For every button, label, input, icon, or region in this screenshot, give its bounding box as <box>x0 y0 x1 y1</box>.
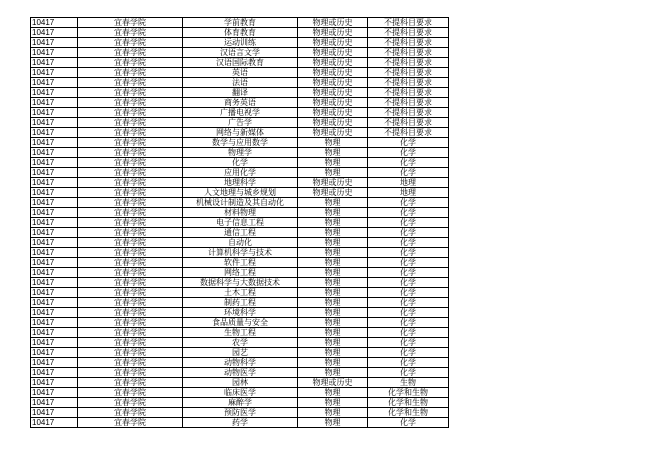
major-cell[interactable]: 网络工程 <box>183 268 298 278</box>
table-row[interactable] <box>31 288 449 298</box>
table-row[interactable] <box>31 138 449 148</box>
school-name-cell[interactable]: 宜春学院 <box>78 128 183 138</box>
major-cell[interactable]: 学前教育 <box>183 18 298 28</box>
school-code-cell[interactable]: 10417 <box>31 98 78 108</box>
major-cell[interactable]: 材料物理 <box>183 208 298 218</box>
first-subject-cell[interactable]: 物理 <box>298 328 368 338</box>
school-code-cell[interactable]: 10417 <box>31 58 78 68</box>
first-subject-cell[interactable]: 物理或历史 <box>298 78 368 88</box>
school-name-cell[interactable]: 宜春学院 <box>78 78 183 88</box>
table-row[interactable] <box>31 108 449 118</box>
school-name-cell[interactable]: 宜春学院 <box>78 278 183 288</box>
school-code-cell[interactable]: 10417 <box>31 328 78 338</box>
school-code-cell[interactable]: 10417 <box>31 348 78 358</box>
subject-requirement-cell[interactable]: 化学 <box>368 208 449 218</box>
major-cell[interactable]: 园林 <box>183 378 298 388</box>
school-code-cell[interactable]: 10417 <box>31 128 78 138</box>
school-code-cell[interactable]: 10417 <box>31 38 78 48</box>
school-name-cell[interactable]: 宜春学院 <box>78 88 183 98</box>
table-row[interactable] <box>31 308 449 318</box>
subject-requirement-cell[interactable]: 化学 <box>368 318 449 328</box>
first-subject-cell[interactable]: 物理 <box>298 168 368 178</box>
subject-requirement-cell[interactable]: 不提科目要求 <box>368 98 449 108</box>
subject-requirement-cell[interactable]: 化学 <box>368 168 449 178</box>
subject-requirement-cell[interactable]: 不提科目要求 <box>368 128 449 138</box>
subject-requirement-cell[interactable]: 化学 <box>368 338 449 348</box>
school-code-cell[interactable]: 10417 <box>31 398 78 408</box>
school-name-cell[interactable]: 宜春学院 <box>78 308 183 318</box>
first-subject-cell[interactable]: 物理 <box>298 398 368 408</box>
subject-requirement-cell[interactable]: 化学和生物 <box>368 408 449 418</box>
school-name-cell[interactable]: 宜春学院 <box>78 238 183 248</box>
table-row[interactable] <box>31 148 449 158</box>
table-row[interactable] <box>31 168 449 178</box>
school-name-cell[interactable]: 宜春学院 <box>78 158 183 168</box>
school-name-cell[interactable]: 宜春学院 <box>78 148 183 158</box>
school-code-cell[interactable]: 10417 <box>31 278 78 288</box>
subject-requirement-cell[interactable]: 化学 <box>368 138 449 148</box>
school-code-cell[interactable]: 10417 <box>31 118 78 128</box>
table-body <box>31 18 449 428</box>
school-name-cell[interactable]: 宜春学院 <box>78 118 183 128</box>
major-cell[interactable]: 体育教育 <box>183 28 298 38</box>
major-cell[interactable]: 英语 <box>183 68 298 78</box>
school-name-cell[interactable]: 宜春学院 <box>78 108 183 118</box>
major-cell[interactable]: 生物工程 <box>183 328 298 338</box>
first-subject-cell[interactable]: 物理 <box>298 368 368 378</box>
subject-requirement-cell[interactable]: 化学 <box>368 298 449 308</box>
school-name-cell[interactable]: 宜春学院 <box>78 418 183 428</box>
school-code-cell[interactable]: 10417 <box>31 168 78 178</box>
first-subject-cell[interactable]: 物理 <box>298 208 368 218</box>
major-cell[interactable]: 应用化学 <box>183 168 298 178</box>
school-code-cell[interactable]: 10417 <box>31 158 78 168</box>
subject-requirement-cell[interactable]: 化学和生物 <box>368 388 449 398</box>
table-row[interactable] <box>31 78 449 88</box>
first-subject-cell[interactable]: 物理或历史 <box>298 108 368 118</box>
table-row[interactable] <box>31 238 449 248</box>
major-cell[interactable]: 土木工程 <box>183 288 298 298</box>
school-code-cell[interactable]: 10417 <box>31 338 78 348</box>
school-code-cell[interactable]: 10417 <box>31 288 78 298</box>
school-code-cell[interactable]: 10417 <box>31 108 78 118</box>
school-code-cell[interactable]: 10417 <box>31 418 78 428</box>
school-code-cell[interactable]: 10417 <box>31 238 78 248</box>
school-name-cell[interactable]: 宜春学院 <box>78 328 183 338</box>
school-code-cell[interactable]: 10417 <box>31 208 78 218</box>
subject-requirement-cell[interactable]: 化学 <box>368 238 449 248</box>
school-code-cell[interactable]: 10417 <box>31 258 78 268</box>
major-cell[interactable]: 法语 <box>183 78 298 88</box>
table-row[interactable] <box>31 188 449 198</box>
school-name-cell[interactable]: 宜春学院 <box>78 178 183 188</box>
major-cell[interactable]: 数据科学与大数据技术 <box>183 278 298 288</box>
school-name-cell[interactable]: 宜春学院 <box>78 98 183 108</box>
school-code-cell[interactable]: 10417 <box>31 178 78 188</box>
first-subject-cell[interactable]: 物理或历史 <box>298 188 368 198</box>
table-row[interactable] <box>31 38 449 48</box>
major-cell[interactable]: 化学 <box>183 158 298 168</box>
school-name-cell[interactable]: 宜春学院 <box>78 398 183 408</box>
table-row[interactable] <box>31 248 449 258</box>
first-subject-cell[interactable]: 物理或历史 <box>298 48 368 58</box>
table-row[interactable] <box>31 268 449 278</box>
subject-requirement-cell[interactable]: 化学和生物 <box>368 398 449 408</box>
school-code-cell[interactable]: 10417 <box>31 378 78 388</box>
major-cell[interactable]: 人文地理与城乡规划 <box>183 188 298 198</box>
major-cell[interactable]: 物理学 <box>183 148 298 158</box>
subject-requirement-cell[interactable]: 不提科目要求 <box>368 78 449 88</box>
subject-requirement-cell[interactable]: 化学 <box>368 228 449 238</box>
subject-requirement-cell[interactable]: 化学 <box>368 218 449 228</box>
school-name-cell[interactable]: 宜春学院 <box>78 358 183 368</box>
first-subject-cell[interactable]: 物理 <box>298 338 368 348</box>
school-code-cell[interactable]: 10417 <box>31 188 78 198</box>
subject-requirement-cell[interactable]: 生物 <box>368 378 449 388</box>
first-subject-cell[interactable]: 物理或历史 <box>298 68 368 78</box>
school-name-cell[interactable]: 宜春学院 <box>78 28 183 38</box>
table-row[interactable] <box>31 198 449 208</box>
table-row[interactable] <box>31 278 449 288</box>
major-cell[interactable]: 麻醉学 <box>183 398 298 408</box>
school-name-cell[interactable]: 宜春学院 <box>78 368 183 378</box>
subject-requirement-cell[interactable]: 不提科目要求 <box>368 58 449 68</box>
first-subject-cell[interactable]: 物理 <box>298 358 368 368</box>
major-cell[interactable]: 地理科学 <box>183 178 298 188</box>
school-code-cell[interactable]: 10417 <box>31 408 78 418</box>
table-row[interactable] <box>31 258 449 268</box>
major-cell[interactable]: 数学与应用数学 <box>183 138 298 148</box>
school-code-cell[interactable]: 10417 <box>31 228 78 238</box>
first-subject-cell[interactable]: 物理 <box>298 408 368 418</box>
subject-requirement-cell[interactable]: 化学 <box>368 418 449 428</box>
table-row[interactable] <box>31 158 449 168</box>
subject-requirement-cell[interactable]: 化学 <box>368 348 449 358</box>
first-subject-cell[interactable]: 物理 <box>298 388 368 398</box>
table-row[interactable] <box>31 178 449 188</box>
major-cell[interactable]: 运动训练 <box>183 38 298 48</box>
subject-requirement-cell[interactable]: 化学 <box>368 328 449 338</box>
major-cell[interactable]: 农学 <box>183 338 298 348</box>
table-row[interactable] <box>31 48 449 58</box>
first-subject-cell[interactable]: 物理或历史 <box>298 378 368 388</box>
table-row[interactable] <box>31 398 449 408</box>
major-cell[interactable]: 动物医学 <box>183 368 298 378</box>
major-cell[interactable]: 环境科学 <box>183 308 298 318</box>
subject-requirement-cell[interactable]: 不提科目要求 <box>368 118 449 128</box>
subject-requirement-table <box>30 17 449 428</box>
table-row[interactable] <box>31 318 449 328</box>
first-subject-cell[interactable]: 物理 <box>298 218 368 228</box>
subject-requirement-cell[interactable]: 不提科目要求 <box>368 68 449 78</box>
school-code-cell[interactable]: 10417 <box>31 148 78 158</box>
school-name-cell[interactable]: 宜春学院 <box>78 138 183 148</box>
school-name-cell[interactable]: 宜春学院 <box>78 388 183 398</box>
table-row[interactable] <box>31 328 449 338</box>
subject-requirement-cell[interactable]: 化学 <box>368 368 449 378</box>
major-cell[interactable]: 网络与新媒体 <box>183 128 298 138</box>
school-name-cell[interactable]: 宜春学院 <box>78 258 183 268</box>
first-subject-cell[interactable]: 物理或历史 <box>298 118 368 128</box>
subject-requirement-cell[interactable]: 不提科目要求 <box>368 88 449 98</box>
first-subject-cell[interactable]: 物理 <box>298 238 368 248</box>
school-name-cell[interactable]: 宜春学院 <box>78 168 183 178</box>
first-subject-cell[interactable]: 物理或历史 <box>298 58 368 68</box>
table-row[interactable] <box>31 208 449 218</box>
major-cell[interactable]: 园艺 <box>183 348 298 358</box>
major-cell[interactable]: 商务英语 <box>183 98 298 108</box>
school-name-cell[interactable]: 宜春学院 <box>78 248 183 258</box>
first-subject-cell[interactable]: 物理 <box>298 298 368 308</box>
first-subject-cell[interactable]: 物理 <box>298 348 368 358</box>
school-code-cell[interactable]: 10417 <box>31 218 78 228</box>
school-code-cell[interactable]: 10417 <box>31 138 78 148</box>
school-name-cell[interactable]: 宜春学院 <box>78 228 183 238</box>
subject-requirement-cell[interactable]: 化学 <box>368 308 449 318</box>
major-cell[interactable]: 机械设计制造及其自动化 <box>183 198 298 208</box>
first-subject-cell[interactable]: 物理或历史 <box>298 18 368 28</box>
school-name-cell[interactable]: 宜春学院 <box>78 188 183 198</box>
subject-requirement-cell[interactable]: 化学 <box>368 288 449 298</box>
major-cell[interactable]: 药学 <box>183 418 298 428</box>
school-name-cell[interactable]: 宜春学院 <box>78 408 183 418</box>
school-code-cell[interactable]: 10417 <box>31 248 78 258</box>
table-row[interactable] <box>31 408 449 418</box>
first-subject-cell[interactable]: 物理 <box>298 318 368 328</box>
table-row[interactable] <box>31 98 449 108</box>
school-name-cell[interactable]: 宜春学院 <box>78 218 183 228</box>
table-row[interactable] <box>31 28 449 38</box>
school-name-cell[interactable]: 宜春学院 <box>78 18 183 28</box>
major-cell[interactable]: 计算机科学与技术 <box>183 248 298 258</box>
major-cell[interactable]: 电子信息工程 <box>183 218 298 228</box>
table-row[interactable] <box>31 68 449 78</box>
subject-requirement-cell[interactable]: 不提科目要求 <box>368 18 449 28</box>
table-row[interactable] <box>31 368 449 378</box>
school-name-cell[interactable]: 宜春学院 <box>78 58 183 68</box>
major-cell[interactable]: 软件工程 <box>183 258 298 268</box>
major-cell[interactable]: 汉语国际教育 <box>183 58 298 68</box>
first-subject-cell[interactable]: 物理 <box>298 158 368 168</box>
school-name-cell[interactable]: 宜春学院 <box>78 68 183 78</box>
school-code-cell[interactable]: 10417 <box>31 88 78 98</box>
first-subject-cell[interactable]: 物理 <box>298 138 368 148</box>
table-row[interactable] <box>31 388 449 398</box>
table-row[interactable] <box>31 88 449 98</box>
subject-requirement-cell[interactable]: 不提科目要求 <box>368 28 449 38</box>
subject-requirement-cell[interactable]: 化学 <box>368 198 449 208</box>
first-subject-cell[interactable]: 物理 <box>298 418 368 428</box>
major-cell[interactable]: 翻译 <box>183 88 298 98</box>
school-code-cell[interactable]: 10417 <box>31 368 78 378</box>
major-cell[interactable]: 广告学 <box>183 118 298 128</box>
first-subject-cell[interactable]: 物理 <box>298 308 368 318</box>
major-cell[interactable]: 通信工程 <box>183 228 298 238</box>
subject-requirement-cell[interactable]: 化学 <box>368 358 449 368</box>
school-code-cell[interactable]: 10417 <box>31 48 78 58</box>
school-code-cell[interactable]: 10417 <box>31 298 78 308</box>
school-name-cell[interactable]: 宜春学院 <box>78 48 183 58</box>
first-subject-cell[interactable]: 物理 <box>298 278 368 288</box>
school-name-cell[interactable]: 宜春学院 <box>78 38 183 48</box>
school-name-cell[interactable]: 宜春学院 <box>78 348 183 358</box>
first-subject-cell[interactable]: 物理 <box>298 198 368 208</box>
table-row[interactable] <box>31 128 449 138</box>
school-code-cell[interactable]: 10417 <box>31 358 78 368</box>
major-cell[interactable]: 临床医学 <box>183 388 298 398</box>
school-name-cell[interactable]: 宜春学院 <box>78 318 183 328</box>
school-name-cell[interactable]: 宜春学院 <box>78 338 183 348</box>
school-name-cell[interactable]: 宜春学院 <box>78 198 183 208</box>
school-code-cell[interactable]: 10417 <box>31 68 78 78</box>
major-cell[interactable]: 食品质量与安全 <box>183 318 298 328</box>
first-subject-cell[interactable]: 物理 <box>298 148 368 158</box>
school-code-cell[interactable]: 10417 <box>31 28 78 38</box>
major-cell[interactable]: 自动化 <box>183 238 298 248</box>
first-subject-cell[interactable]: 物理 <box>298 228 368 238</box>
subject-requirement-cell[interactable]: 地理 <box>368 178 449 188</box>
school-code-cell[interactable]: 10417 <box>31 18 78 28</box>
subject-requirement-cell[interactable]: 不提科目要求 <box>368 108 449 118</box>
school-name-cell[interactable]: 宜春学院 <box>78 288 183 298</box>
first-subject-cell[interactable]: 物理或历史 <box>298 28 368 38</box>
first-subject-cell[interactable]: 物理 <box>298 248 368 258</box>
school-code-cell[interactable]: 10417 <box>31 318 78 328</box>
school-name-cell[interactable]: 宜春学院 <box>78 268 183 278</box>
table-row[interactable] <box>31 218 449 228</box>
major-cell[interactable]: 动物科学 <box>183 358 298 368</box>
major-cell[interactable]: 广播电视学 <box>183 108 298 118</box>
table-row[interactable] <box>31 118 449 128</box>
first-subject-cell[interactable]: 物理 <box>298 288 368 298</box>
school-code-cell[interactable]: 10417 <box>31 78 78 88</box>
school-code-cell[interactable]: 10417 <box>31 268 78 278</box>
first-subject-cell[interactable]: 物理或历史 <box>298 38 368 48</box>
table-row[interactable] <box>31 418 449 428</box>
subject-requirement-cell[interactable]: 不提科目要求 <box>368 38 449 48</box>
first-subject-cell[interactable]: 物理 <box>298 268 368 278</box>
subject-requirement-cell[interactable]: 不提科目要求 <box>368 48 449 58</box>
table-row[interactable] <box>31 378 449 388</box>
subject-requirement-cell[interactable]: 地理 <box>368 188 449 198</box>
table-row[interactable] <box>31 228 449 238</box>
first-subject-cell[interactable]: 物理或历史 <box>298 88 368 98</box>
table-row[interactable] <box>31 348 449 358</box>
table-row[interactable] <box>31 58 449 68</box>
table-row[interactable] <box>31 338 449 348</box>
school-code-cell[interactable]: 10417 <box>31 308 78 318</box>
major-cell[interactable]: 制药工程 <box>183 298 298 308</box>
subject-requirement-cell[interactable]: 化学 <box>368 278 449 288</box>
school-code-cell[interactable]: 10417 <box>31 388 78 398</box>
subject-requirement-cell[interactable]: 化学 <box>368 158 449 168</box>
subject-requirement-cell[interactable]: 化学 <box>368 148 449 158</box>
subject-requirement-cell[interactable]: 化学 <box>368 258 449 268</box>
first-subject-cell[interactable]: 物理或历史 <box>298 98 368 108</box>
major-cell[interactable]: 汉语言文学 <box>183 48 298 58</box>
school-code-cell[interactable]: 10417 <box>31 198 78 208</box>
school-name-cell[interactable]: 宜春学院 <box>78 378 183 388</box>
first-subject-cell[interactable]: 物理或历史 <box>298 178 368 188</box>
major-cell[interactable]: 预防医学 <box>183 408 298 418</box>
school-name-cell[interactable]: 宜春学院 <box>78 208 183 218</box>
table-row[interactable] <box>31 358 449 368</box>
first-subject-cell[interactable]: 物理 <box>298 258 368 268</box>
subject-requirement-cell[interactable]: 化学 <box>368 248 449 258</box>
spreadsheet <box>30 17 449 428</box>
subject-requirement-cell[interactable]: 化学 <box>368 268 449 278</box>
table-row[interactable] <box>31 18 449 28</box>
table-row[interactable] <box>31 298 449 308</box>
first-subject-cell[interactable]: 物理或历史 <box>298 128 368 138</box>
school-name-cell[interactable]: 宜春学院 <box>78 298 183 308</box>
